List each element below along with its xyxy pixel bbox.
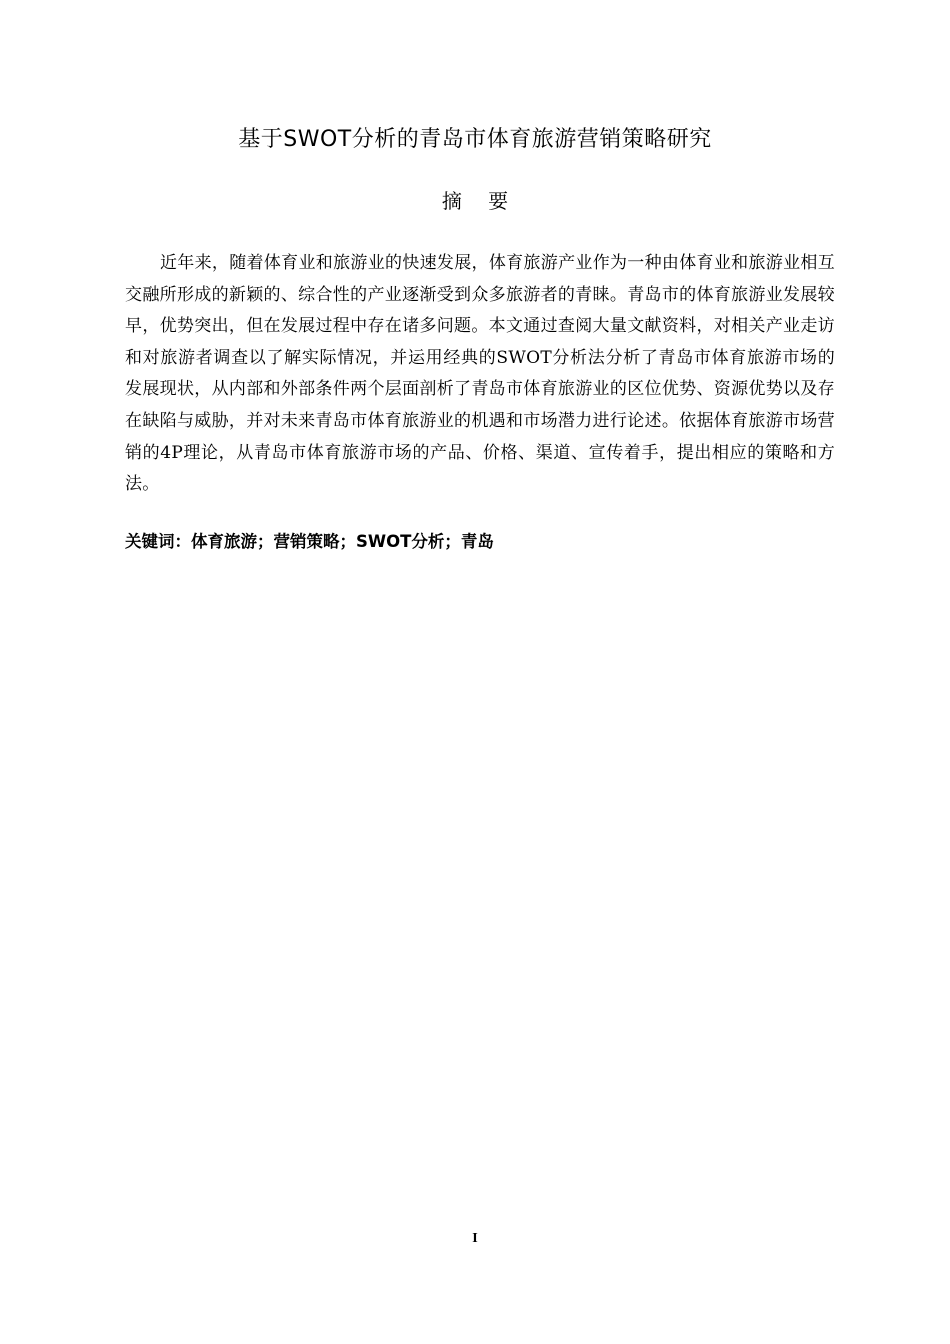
keywords-label: 关键词： bbox=[125, 532, 191, 551]
keywords-line bbox=[125, 527, 835, 557]
abstract-heading: 摘 要 bbox=[441, 189, 519, 213]
keywords-values: 体育旅游；营销策略；SWOT分析；青岛 bbox=[191, 532, 494, 551]
abstract-body: 近年来，随着体育业和旅游业的快速发展，体育旅游产业作为一种由体育业和旅游业相互交融所形成的新颖的、综合性的产业逐渐受到众多旅游者的青睐。青岛市的体育旅游业发展较早，优势突出，但在发展过程中存在诸多问题。本文通过查阅大量文献资料，对相关产业走访和对旅游者调查以了解实际情况，并运用经典的SWOT分析法分析了青岛市体育旅游市场的发展现状，从内部和外部条件两个层面剖析了青岛市体育旅游业的区位优势、资源优势以及存在缺陷与威胁，并对未来青岛市体育旅游业的机遇和市场潜力进行论述。依据体育旅游市场营销的4P理论，从青岛市体育旅游市场的产品、价格、渠道、宣传着手，提出相应的策略和方法。 bbox=[125, 253, 835, 495]
page-number: I bbox=[472, 1231, 478, 1246]
document-title: 基于SWOT分析的青岛市体育旅游营销策略研究 bbox=[238, 127, 712, 152]
